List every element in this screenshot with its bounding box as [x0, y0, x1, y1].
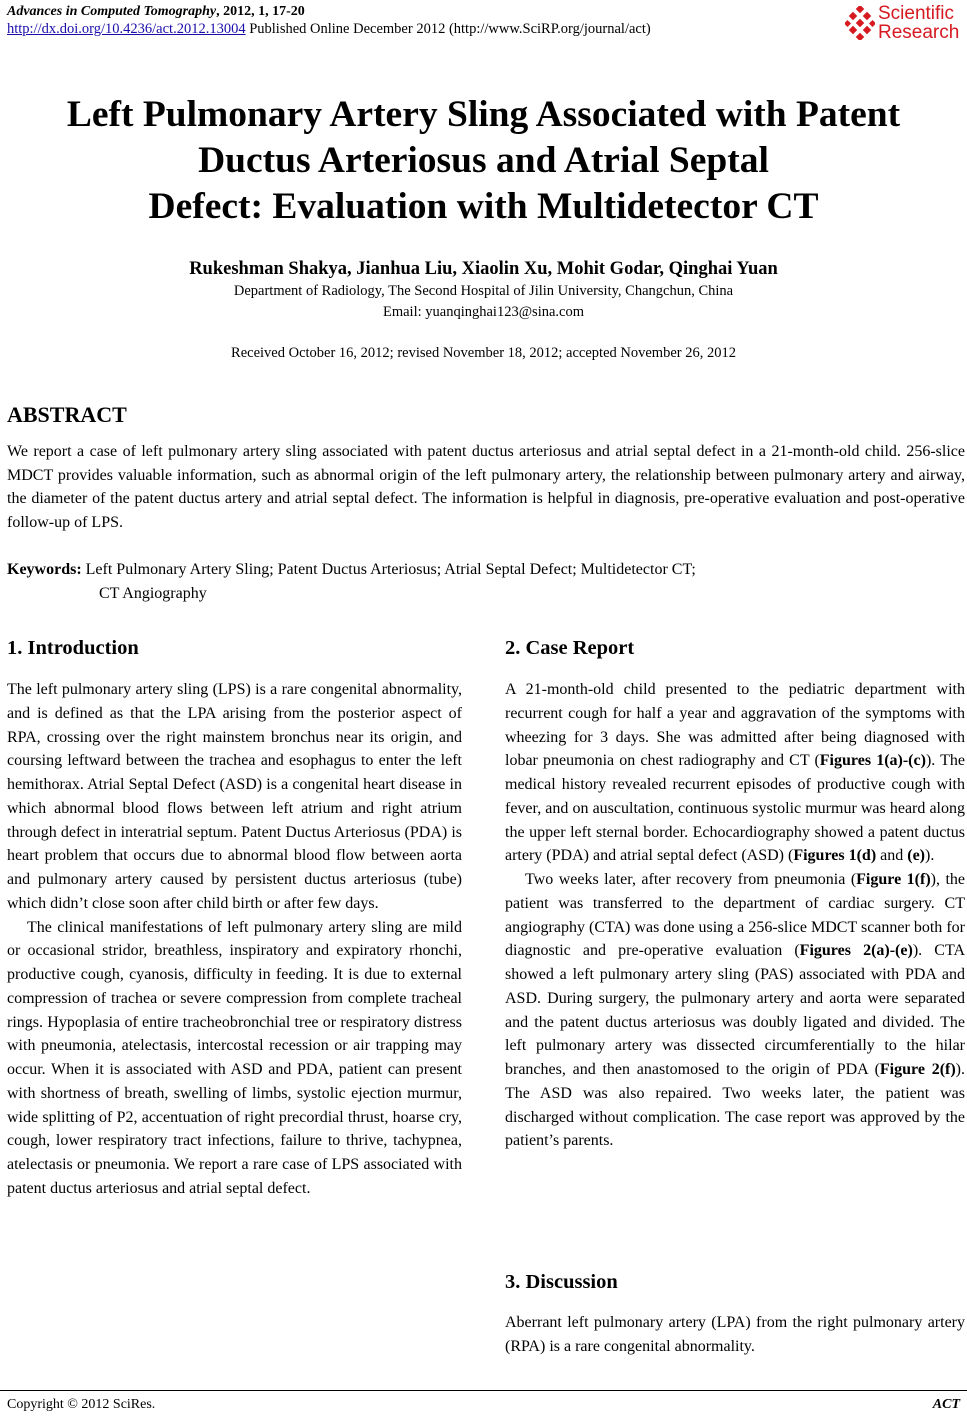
journal-volume: , 2012, 1, 17-20 [216, 4, 305, 19]
case-report-paragraph-2 [505, 868, 965, 1153]
journal-citation [7, 3, 305, 20]
figure-ref: Figures 1(a)-(c) [819, 752, 926, 770]
journal-name: Advances in Computed Tomography [7, 4, 217, 19]
received-dates: Received October 16, 2012; revised November 18, 2012; accepted November 26, 2012 [231, 345, 736, 361]
footer-journal-abbr: ACT [932, 1397, 960, 1412]
keywords-line-1: Left Pulmonary Artery Sling; Patent Ductus Arteriosus; Atrial Septal Defect; Multidetector CT; [81, 561, 696, 578]
publisher-logo [845, 2, 967, 42]
abstract-text: We report a case of left pulmonary artery sling associated with patent ductus arteriosus and atrial septal defect in a 21-month-old child. 256-slice MDCT provides valuable information, such as abnormal origin of the left pulmonary artery, the relationship between pulmonary artery and airway, the diameter of the patent ductus artery and atrial septal defect. The information is helpful in diagnosis, pre-operative evaluation and post-operative follow-up of LPS. [7, 443, 965, 531]
doi-link[interactable]: http://dx.doi.org/10.4236/act.2012.13004 [7, 21, 246, 37]
copyright: Copyright © 2012 SciRes. [7, 1397, 156, 1412]
figure-ref: Figures 1(d) [793, 847, 877, 865]
introduction-body [7, 678, 462, 1201]
text-run: A 21-month-old child presented to the pediatric department with recurrent cough for half a year and aggravation of the symptoms with wheezing for 3 days. She was admitted after being diagnosed with lobar pneumonia on chest radiography and CT ( [505, 681, 965, 770]
authors: Rukeshman Shakya, Jianhua Liu, Xiaolin Xu, Mohit Godar, Qinghai Yuan [189, 259, 778, 279]
title-line-2: Ductus Arteriosus and Atrial Septal [198, 140, 769, 181]
introduction-heading: 1. Introduction [7, 637, 139, 659]
introduction-paragraph-1: The left pulmonary artery sling (LPS) is a rare congenital abnormality, and is defined as that the LPA arising from the posterior aspect of RPA, crossing over the right mainstem bronchus near its origin, and coursing leftward between the trachea and esophagus to enter the left hemithorax. Atrial Septal Defect (ASD) is a congenital heart disease in which abnormal blood flows between left atrium and right atrium through defect in interatrial septum. Patent Ductus Arteriosus (PDA) is heart problem that occurs due to abnormal blood flow between aorta and pulmonary artery caused by persistent ductus arteriosus (tube) which didn’t close soon after child birth or after few days. [7, 681, 462, 912]
keywords-label: Keywords: [7, 561, 82, 578]
case-report-paragraph-1 [505, 678, 965, 868]
text-run: ). The ASD was also repaired. Two weeks later, the patient was discharged without complication. The case report was approved by the patient’s parents. [505, 1061, 965, 1150]
case-report-heading: 2. Case Report [505, 637, 635, 659]
keywords-line-2: CT Angiography [99, 585, 207, 602]
abstract-heading: ABSTRACT [7, 402, 127, 427]
published-info: Published Online December 2012 (http://www.SciRP.org/journal/act) [245, 21, 651, 37]
title-line-1: Left Pulmonary Artery Sling Associated with Patent [66, 94, 901, 135]
text-run: ), the patient was transferred to the department of cardiac surgery. CT angiography (CTA) was done using a 256-slice MDCT scanner both for diagnostic and pre-operative evaluation ( [505, 871, 966, 960]
figure-ref: Figures 2(a)-(e) [799, 942, 913, 960]
discussion-heading: 3. Discussion [505, 1271, 618, 1293]
logo-text-research: Research [878, 22, 960, 43]
doi-line [7, 21, 651, 38]
case-report-body [505, 678, 965, 1153]
affiliation: Department of Radiology, The Second Hospital of Jilin University, Changchun, China [233, 283, 734, 299]
scirp-logo-icon [845, 6, 875, 40]
text-run: and [876, 847, 908, 865]
title-line-3: Defect: Evaluation with Multidetector CT [148, 186, 819, 227]
text-run: Two weeks later, after recovery from pneumonia ( [525, 871, 857, 888]
discussion-body [505, 1311, 965, 1359]
text-run: ). CTA showed a left pulmonary artery sling (PAS) associated with PDA and ASD. During surgery, the pulmonary artery and aorta were separated and the patent ductus arteriosus was doubly ligated and divided. The left pulmonary artery was dissected circumferentially to the hilar branches, and then anastomosed to the origin of PDA ( [505, 942, 965, 1078]
footer-divider [0, 1390, 967, 1391]
text-run: ). The medical history revealed recurrent episodes of productive cough with fever, and on auscultation, continuous systolic murmur was heard along the upper left sternal border. Echocardiography showed a patent ductus artery (PDA) and atrial septal defect (ASD) ( [505, 752, 966, 865]
email: Email: yuanqinghai123@sina.com [382, 304, 584, 320]
keywords [7, 558, 696, 606]
discussion-paragraph-1: Aberrant left pulmonary artery (LPA) from the right pulmonary artery (RPA) is a rare congenital abnormality. [505, 1314, 965, 1355]
text-run: ). [925, 847, 935, 865]
figure-ref: (e) [907, 847, 926, 865]
figure-ref: Figure 1(f) [856, 871, 931, 888]
introduction-paragraph-2: The clinical manifestations of left pulmonary artery sling are mild or occasional stridor, breathless, inspiratory and expiratory rhonchi, productive cough, cyanosis, difficulty in feeding. It is due to external compression of trachea or severe compression from complete tracheal rings. Hypoplasia of entire tracheobronchial tree or respiratory distress with pneumonia, atelectasis, intercostal recession or air trapping may occur. When it is associated with ASD and PDA, patient can present with shortness of breath, swelling of limbs, systolic ejection murmur, wide splitting of P2, accentuation of right precordial thrust, hoarse cry, cough, lower respiratory tract infections, failure to thrive, tachypnea, atelectasis or pneumonia. We report a rare case of LPS associated with patent ductus arteriosus and atrial septal defect. [7, 918, 462, 1197]
logo-text-scientific: Scientific [878, 3, 955, 24]
figure-ref: Figure 2(f) [879, 1061, 956, 1078]
paper-title [0, 92, 967, 230]
